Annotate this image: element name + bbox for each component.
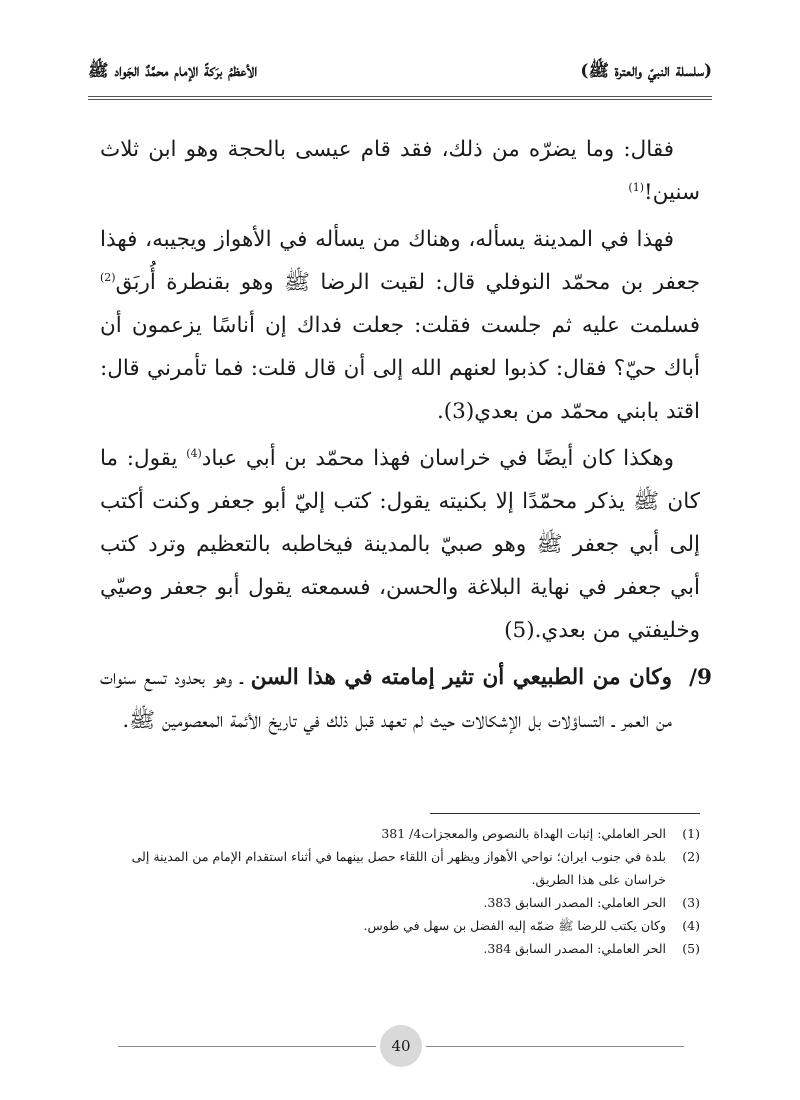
paragraph-1: فقال: وما يضرّه من ذلك، فقد قام عيسى بالحجة وهو ابن ثلاث سنين!$^{(1)}$	[100, 137, 700, 205]
point-lead: وكان من الطبيعي أن تثير إمامته في هذا السن	[250, 665, 672, 690]
footnote-ref-2[interactable]: (2)	[100, 270, 116, 284]
footnote-4: (4) وكان يكتب للرضا ﷺ ضمّه إليه الفضل بن سهل في طوس.	[363, 918, 700, 933]
footnote-ref-4[interactable]: (4)	[186, 446, 202, 460]
running-header	[88, 52, 712, 92]
point-number: 9/	[689, 665, 712, 690]
footnote-5: (5) الحر العاملي: المصدر السابق 384.	[483, 941, 700, 956]
page-number: 40	[380, 1025, 422, 1067]
footnotes	[104, 822, 700, 960]
footer-line-right	[426, 1046, 684, 1047]
point-text: ـ وهو بحدود تسع سنوات من العمر ـ التساؤلات بل الإشكالات حيث لم تعهد قبل ذلك في تاريخ الأئمة المعصومين ﷺ.	[100, 665, 672, 733]
main-text	[100, 128, 712, 742]
footer-line-left	[118, 1046, 376, 1047]
footnote-rule	[430, 813, 700, 814]
paragraph-3: وهكذا كان أيضًا في خراسان فهذا محمّد بن أبي عباد$^{(4)}$ يقول: ما كان ﷺ يذكر محمّدًا إلا بكنيته يقول: كتب إليّ أبو جعفر وكنت أكتب إلى أبي جعفر ﷺ وهو صبيّ بالمدينة فيخاطبه بالتعظيم وترد كتب أبي جعفر في نهاية البلاغة والحسن، فسمعته يقول أبو جعفر وصيّي وخليفتي من بعدي.(5)	[100, 446, 700, 643]
numbered-point-9	[100, 656, 712, 742]
footnote-2: (2) بلدة في جنوب ايران؛ نواحي الأهواز ويظهر أن اللقاء حصل بينهما في أثناء استقدام الإمام من المدينة إلى خراسان على هذا الطريق.	[131, 849, 700, 887]
footnote-1: (1) الحر العاملي: إثبات الهداة بالنصوص والمعجزات4/ 381	[381, 826, 700, 841]
header-book-title: الأعظمُ برَكةً الإمام محمَّدٌ الجَواد ﷺ	[88, 60, 258, 81]
header-series-title: (سلسلة النبيّ والعترة ﷺ)	[580, 60, 712, 81]
header-rule	[88, 96, 712, 100]
footnote-ref-1[interactable]: (1)	[628, 180, 644, 194]
paragraph-2: فهذا في المدينة يسأله، وهناك من يسأله في الأهواز ويجيبه، فهذا جعفر بن محمّد النوفلي قال: لقيت الرضا ﷺ وهو بقنطرة أُربَق$^{(2)}$ فسلمت عليه ثم جلست فقلت: جعلت فداك إن أناسًا يزعمون أن أباك حيّ؟ فقال: كذبوا لعنهم الله إلى أن قال قلت: فما تأمرني قال: اقتد بابني محمّد من بعدي(3).	[100, 227, 700, 424]
footnote-3: (3) الحر العاملي: المصدر السابق 383.	[483, 895, 700, 910]
